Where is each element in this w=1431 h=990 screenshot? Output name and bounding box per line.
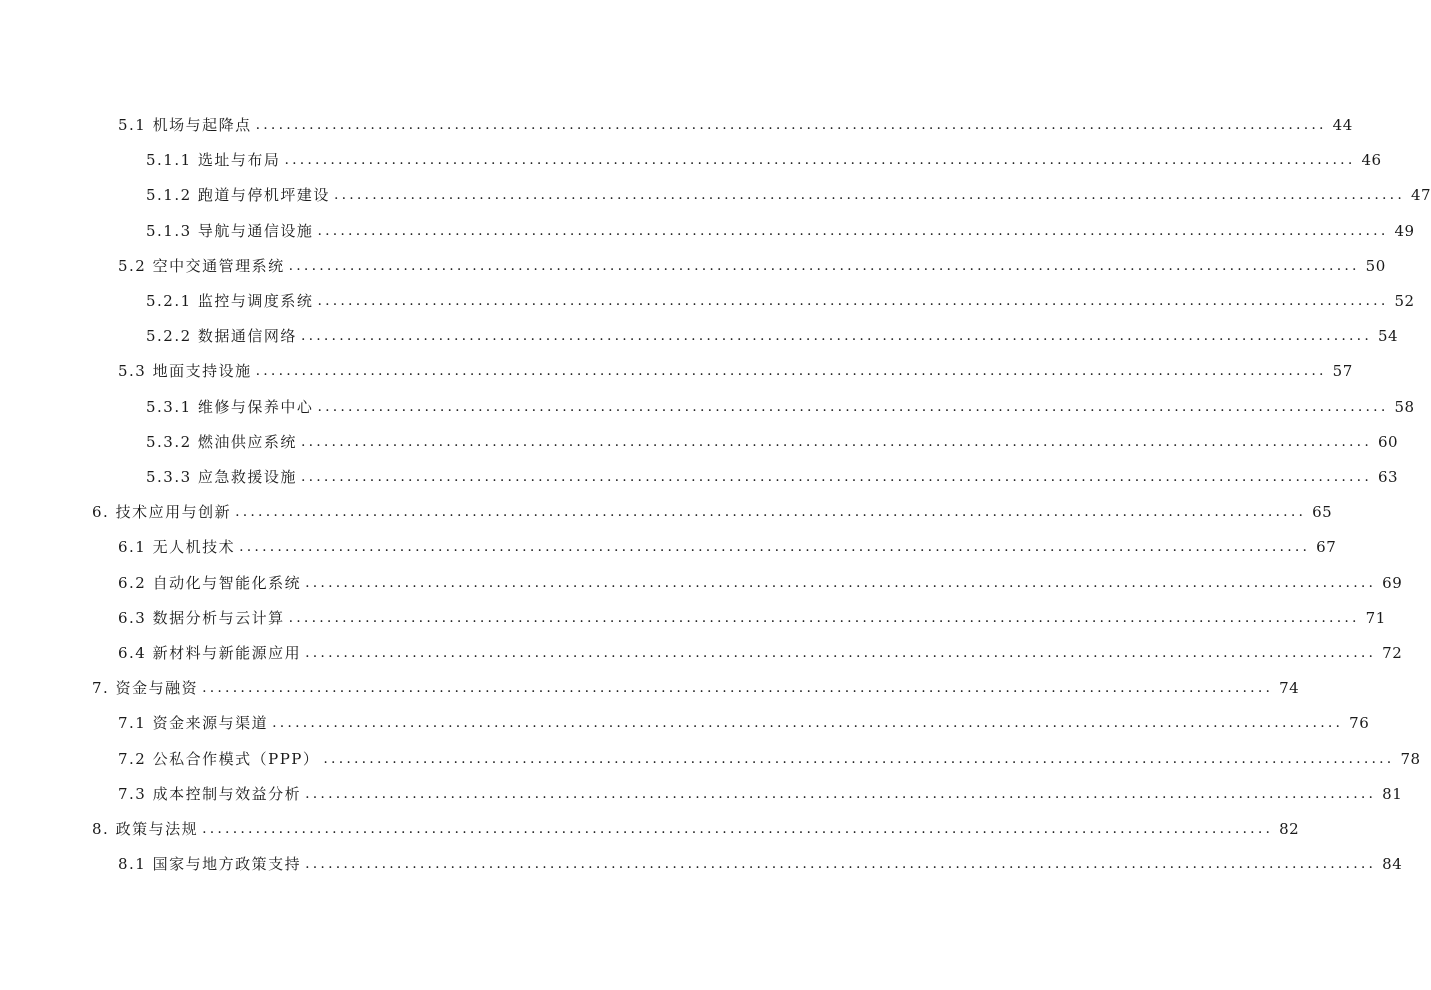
toc-entry-title: 5.3.2 燃油供应系统: [146, 433, 297, 451]
toc-entry-page-number: 49: [1394, 222, 1415, 240]
toc-entry-title: 5.3 地面支持设施: [118, 362, 252, 380]
dot-leader: ............................................................................................................................................: [272, 715, 1344, 731]
toc-entry-page-number: 84: [1382, 855, 1403, 873]
toc-entry-title: 7. 资金与融资: [92, 679, 199, 697]
toc-entry[interactable]: [118, 114, 1353, 136]
dot-leader: ............................................................................................................................................: [255, 117, 1327, 133]
toc-entry-title: 8. 政策与法规: [92, 820, 199, 838]
dot-leader: ............................................................................................................................................: [284, 152, 1356, 168]
dot-leader: ............................................................................................................................................: [305, 786, 1377, 802]
toc-entry[interactable]: [146, 396, 1415, 418]
toc-entry-title: 5.2.1 监控与调度系统: [146, 292, 314, 310]
dot-leader: ............................................................................................................................................: [300, 434, 1372, 450]
dot-leader: ............................................................................................................................................: [305, 645, 1377, 661]
dot-leader: ............................................................................................................................................: [239, 539, 1311, 555]
toc-entry-page-number: 72: [1382, 644, 1403, 662]
toc-entry[interactable]: [118, 360, 1353, 382]
toc-entry-title: 7.2 公私合作模式（PPP）: [118, 750, 320, 768]
toc-entry-page-number: 67: [1316, 538, 1337, 556]
toc-entry-page-number: 65: [1312, 503, 1333, 521]
toc-entry[interactable]: [146, 220, 1415, 242]
toc-entry[interactable]: [118, 255, 1386, 277]
dot-leader: ............................................................................................................................................: [300, 328, 1372, 344]
toc-entry-page-number: 54: [1377, 327, 1399, 345]
toc-entry-page-number: 46: [1361, 151, 1382, 169]
toc-entry[interactable]: [146, 149, 1382, 171]
toc-entry-title: 6.2 自动化与智能化系统: [118, 574, 302, 592]
toc-entry-page-number: 76: [1349, 714, 1370, 732]
toc-entry[interactable]: [118, 536, 1337, 558]
toc-entry-page-number: 74: [1279, 679, 1300, 697]
toc-entry-title: 8.1 国家与地方政策支持: [118, 855, 302, 873]
toc-entry-title: 6.4 新材料与新能源应用: [118, 644, 302, 662]
toc-entry-title: 5.2 空中交通管理系统: [118, 257, 285, 275]
toc-entry-title: 5.3.3 应急救援设施: [146, 468, 297, 486]
toc-entry[interactable]: [118, 642, 1403, 664]
dot-leader: ............................................................................................................................................: [333, 187, 1405, 203]
dot-leader: ............................................................................................................................................: [235, 504, 1307, 520]
toc-entry-page-number: 71: [1365, 609, 1386, 627]
dot-leader: ............................................................................................................................................: [202, 821, 1274, 837]
toc-entry[interactable]: [118, 783, 1403, 805]
dot-leader: ............................................................................................................................................: [255, 363, 1327, 379]
toc-entry[interactable]: [118, 607, 1386, 629]
toc-entry-title: 7.3 成本控制与效益分析: [118, 785, 302, 803]
toc-entry-page-number: 57: [1332, 362, 1353, 380]
toc-entry[interactable]: [146, 466, 1399, 488]
dot-leader: ............................................................................................................................................: [300, 469, 1372, 485]
toc-entry-page-number: 81: [1382, 785, 1403, 803]
toc-entry-page-number: 63: [1377, 468, 1399, 486]
toc-entry-page-number: 82: [1279, 820, 1300, 838]
toc-entry[interactable]: [146, 184, 1431, 206]
toc-entry-title: 6.3 数据分析与云计算: [118, 609, 285, 627]
toc-entry-title: 5.2.2 数据通信网络: [146, 327, 297, 345]
dot-leader: ............................................................................................................................................: [323, 751, 1395, 767]
toc-entry[interactable]: [146, 325, 1399, 347]
toc-entry-page-number: 60: [1377, 433, 1399, 451]
dot-leader: ............................................................................................................................................: [288, 610, 1360, 626]
dot-leader: ............................................................................................................................................: [202, 680, 1274, 696]
toc-entry-title: 5.1.2 跑道与停机坪建设: [146, 186, 330, 204]
toc-entry-title: 6. 技术应用与创新: [92, 503, 232, 521]
toc-entry[interactable]: [118, 712, 1370, 734]
toc-entry-page-number: 69: [1382, 574, 1403, 592]
toc-entry-page-number: 44: [1332, 116, 1353, 134]
toc-entry-page-number: 47: [1410, 186, 1431, 204]
toc-entry[interactable]: [146, 290, 1415, 312]
toc-entry-page-number: 78: [1400, 750, 1421, 768]
dot-leader: ............................................................................................................................................: [305, 856, 1377, 872]
toc-entry[interactable]: [118, 748, 1421, 770]
toc-entry-title: 5.1.3 导航与通信设施: [146, 222, 314, 240]
dot-leader: ............................................................................................................................................: [317, 223, 1389, 239]
toc-entry[interactable]: [92, 818, 1300, 840]
toc-entry[interactable]: [118, 572, 1403, 594]
toc-entry-title: 6.1 无人机技术: [118, 538, 236, 556]
toc-entry-page-number: 58: [1394, 398, 1415, 416]
dot-leader: ............................................................................................................................................: [317, 399, 1389, 415]
toc-entry[interactable]: [92, 501, 1333, 523]
toc-entry-title: 7.1 资金来源与渠道: [118, 714, 269, 732]
dot-leader: ............................................................................................................................................: [305, 575, 1377, 591]
dot-leader: ............................................................................................................................................: [288, 258, 1360, 274]
toc-entry[interactable]: [92, 677, 1300, 699]
toc-entry[interactable]: [146, 431, 1399, 453]
toc-entry-title: 5.1.1 选址与布局: [146, 151, 281, 169]
toc-entry-page-number: 50: [1365, 257, 1386, 275]
toc-entry-title: 5.1 机场与起降点: [118, 116, 252, 134]
toc-entry-page-number: 52: [1394, 292, 1415, 310]
toc-entry[interactable]: [118, 853, 1403, 875]
dot-leader: ............................................................................................................................................: [317, 293, 1389, 309]
toc-entry-title: 5.3.1 维修与保养中心: [146, 398, 314, 416]
